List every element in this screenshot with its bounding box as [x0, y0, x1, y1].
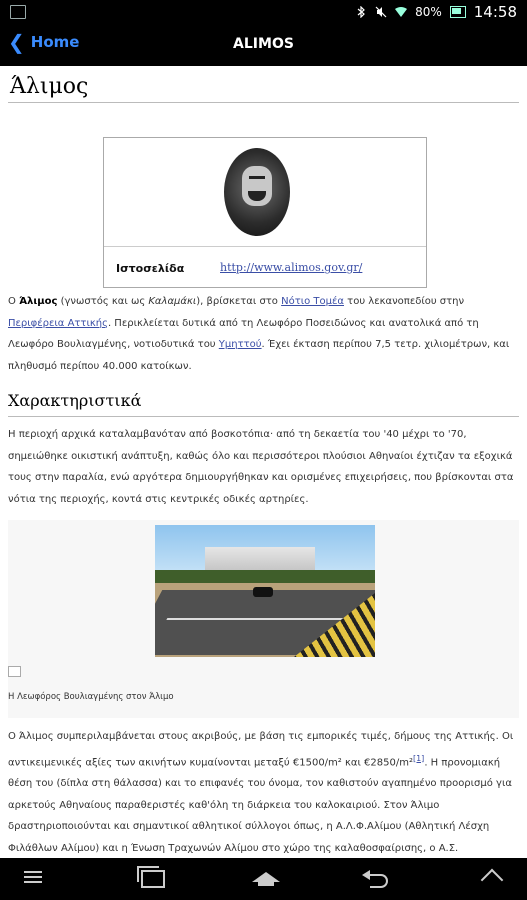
- property-paragraph: [8, 726, 518, 858]
- back-icon[interactable]: [364, 868, 396, 890]
- website-link[interactable]: http://www.alimos.gov.gr/: [220, 261, 363, 274]
- website-label: Ιστοσελίδα: [116, 262, 185, 275]
- app-bar: [0, 24, 527, 66]
- image-expand-icon[interactable]: [8, 666, 21, 677]
- menu-icon[interactable]: [24, 868, 56, 890]
- page-title: Άλιμος: [10, 74, 89, 99]
- chevron-up-icon[interactable]: [474, 868, 506, 890]
- intro-name: Άλιμος: [19, 296, 58, 307]
- app-title: ALIMOS: [233, 36, 294, 52]
- paragraph-text: . Η προνομιακή θέση του (δίπλα στη θάλασσα) και το επιφανές του όνομα, τον καθιστούν αγαπημένο προορισμό για αρκετούς Αθηναίους παραθεριστές καθ'όλη τη διάρκεια του καλοκαιριού. Στον Άλιμο δραστηριοποιούνται και σημαντικοί αθλητικοί σύλλογοι όπως, η Α.Λ.Φ.Αλίμου (Αθλητική Λέσχη Φιλάθλων Αλίμου) και η Ένωση Τραχωνών Αλίμου στο χώρο της καλαθοσφαίρισης, ο Α.Σ.: [8, 756, 512, 854]
- link-perifereia-attikis[interactable]: Περιφέρεια Αττικής: [8, 317, 108, 329]
- section-divider: [8, 416, 519, 417]
- characteristics-paragraph: Η περιοχή αρχικά καταλαμβανόταν από βοσκοτόπια· από τη δεκαετία του '40 μέχρι το '70, σημειώθηκε οικιστική ανάπτυξη, καθώς όλο και περισσότεροι πλούσιοι Αθηναίοι έχτιζαν τα εξοχικά τους στην παραλία, ενώ αργότερα δημιουργήθηκαν και ορισμένες επιχειρήσεις, που βρίσκονται στα νότια της περιοχής, κοντά στις κεντρικές οδικές αρτηρίες.: [8, 429, 514, 505]
- infobox: [103, 137, 427, 288]
- section-heading: Χαρακτηριστικά: [8, 391, 142, 410]
- chevron-left-icon: ❮: [8, 30, 25, 54]
- road-photo[interactable]: [155, 525, 375, 657]
- battery-icon: [450, 6, 466, 18]
- link-notio-tomea[interactable]: Νότιο Τομέα: [281, 296, 344, 307]
- status-bar: [0, 0, 527, 24]
- intro-text: (γνωστός και ως: [57, 296, 149, 307]
- intro-text: του λεκανοπεδίου στην: [344, 296, 465, 307]
- home-label: Home: [30, 33, 80, 51]
- clock: 14:58: [473, 3, 517, 21]
- intro-paragraph: [8, 291, 518, 377]
- wifi-icon: [395, 6, 407, 18]
- system-navbar: [0, 858, 527, 900]
- figure: [8, 520, 519, 718]
- infobox-divider: [104, 246, 426, 247]
- recent-apps-icon[interactable]: [135, 868, 167, 890]
- title-divider: [8, 102, 519, 103]
- intro-alias: Καλαμάκι: [148, 296, 197, 307]
- figure-caption: Η Λεωφόρος Βουλιαγμένης στον Άλιμο: [8, 692, 174, 702]
- intro-text: . Έχει έκταση περίπου 7,5 τετρ. χιλιομέτρων, και πληθυσμό περίπου 40.000 κατοίκων.: [8, 339, 510, 372]
- municipality-seal-image: [224, 148, 290, 236]
- intro-text: ), βρίσκεται στο: [196, 296, 282, 307]
- intro-text: . Περικλείεται δυτικά από τη Λεωφόρο Ποσειδώνος και ανατολικά από τη Λεωφόρο Βουλιαγμένης, νοτιοδυτικά του: [8, 317, 479, 350]
- home-icon[interactable]: [248, 868, 280, 890]
- status-icons: [355, 3, 517, 21]
- article-content[interactable]: [0, 66, 527, 858]
- bluetooth-icon: [355, 6, 367, 18]
- gallery-notification-icon: [10, 5, 26, 19]
- reference-link[interactable]: [1]: [412, 753, 425, 763]
- mute-icon: [375, 6, 387, 18]
- intro-text: Ο: [8, 296, 20, 307]
- link-ymittou[interactable]: Υμηττού: [218, 339, 262, 350]
- battery-percent: 80%: [415, 5, 442, 19]
- paragraph-text: Ο Άλιμος συμπεριλαμβάνεται στους ακριβούς, με βάση τις εμπορικές τιμές, δήμους της Αττικής. Οι αντικειμενικές αξίες των ακινήτων κυμαίνονται μεταξύ €1500/m² και €2850/m²: [8, 731, 514, 768]
